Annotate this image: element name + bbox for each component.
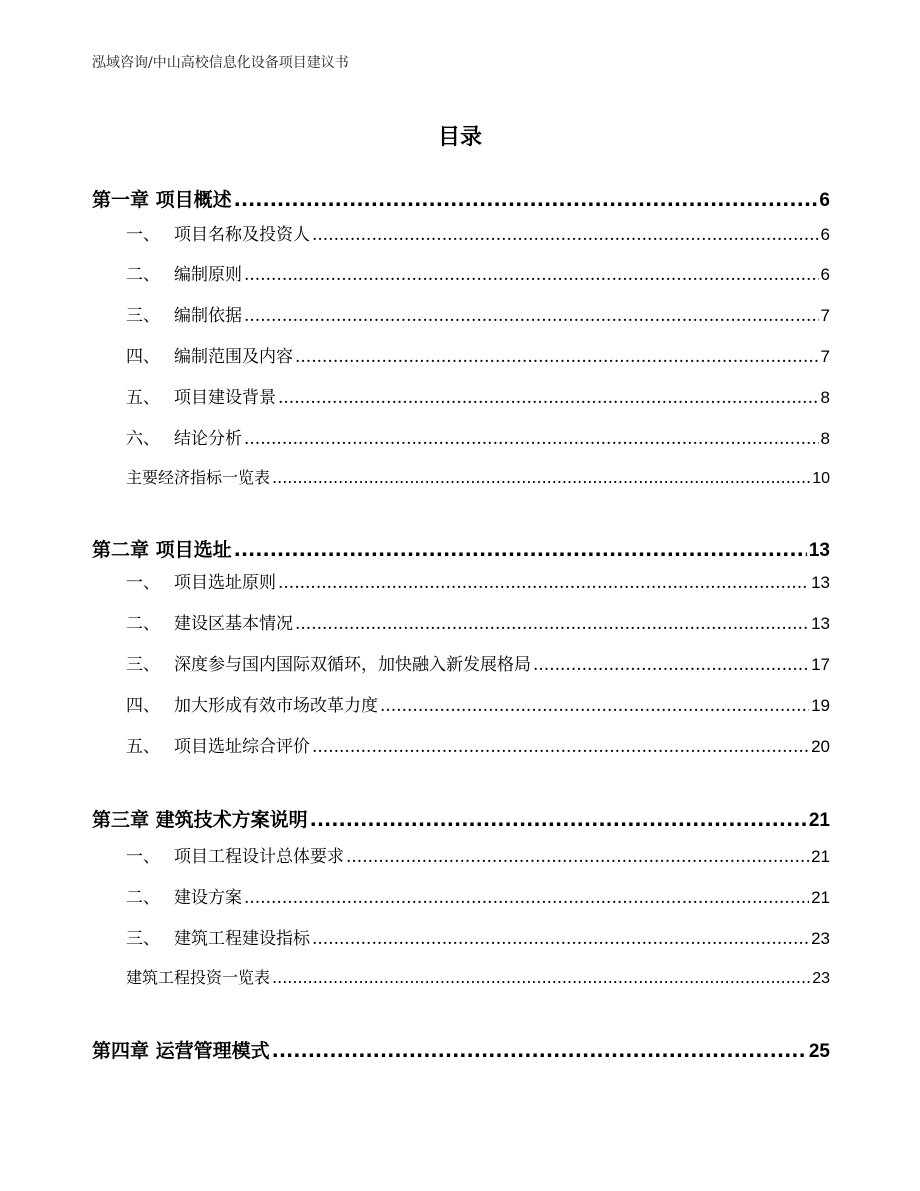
toc-entry-label [92,805,308,832]
toc-page-number: 6 [820,225,830,244]
toc-entry-number: 三、 [126,655,160,675]
dot-leader [244,888,809,908]
toc-entry-number: 五、 [126,737,160,757]
toc-section-entry[interactable] [92,301,830,326]
toc-entry-label [92,301,242,326]
dot-leader [272,1040,807,1062]
toc-entry-label [92,260,242,285]
toc-entry-number: 三、 [126,929,160,949]
toc-entry-text: 建设方案 [174,888,242,908]
toc-page-number: 6 [820,265,830,284]
toc-page-number: 21 [811,888,830,907]
toc-entry-label [92,568,276,593]
toc-chapter-entry[interactable] [92,185,830,212]
dot-leader [295,347,819,367]
toc-entry-label [92,883,242,908]
toc-section-entry[interactable] [92,220,830,245]
dot-leader [234,189,818,211]
toc-chapter-entry[interactable] [92,805,830,832]
dot-leader [244,429,819,449]
toc-chapter-entry[interactable] [92,1036,830,1063]
toc-chapter-entry[interactable] [92,535,830,562]
toc-section-entry[interactable] [92,965,830,988]
toc-entry-text: 深度参与国内国际双循环，加快融入新发展格局 [174,655,531,675]
toc-entry-label [92,185,232,212]
toc-entry-text: 主要经济指标一览表 [126,468,271,487]
toc-entry-label [92,691,378,716]
dot-leader [295,614,809,634]
page-header: 泓域咨询/中山高校信息化设备项目建议书 [92,55,349,71]
toc-entry-text: 结论分析 [174,429,242,449]
toc-entry-number: 四、 [126,696,160,716]
dot-leader [278,573,809,593]
dot-leader [533,655,809,675]
toc-section-entry[interactable] [92,342,830,367]
toc-page-number: 17 [811,655,830,674]
toc-entry-number: 二、 [126,614,160,634]
toc-entry-text: 项目选址综合评价 [174,737,310,757]
dot-leader [272,968,810,987]
toc-page-number: 13 [808,540,830,561]
toc-entry-number: 三、 [126,306,160,326]
toc-page-number: 25 [808,1041,830,1062]
toc-entry-label [92,342,293,367]
toc-page-number: 7 [820,347,830,366]
toc-entry-label [92,220,310,245]
dot-leader [272,468,810,487]
toc-entry-label [92,650,531,675]
toc-entry-number: 二、 [126,888,160,908]
dot-leader [312,737,809,757]
toc-entry-text: 项目工程设计总体要求 [174,847,344,867]
toc-entry-text: 编制依据 [174,306,242,326]
toc-page-number: 8 [820,388,830,407]
toc-section-entry[interactable] [92,883,830,908]
dot-leader [244,265,819,285]
toc-page-number: 20 [811,737,830,756]
toc-entry-label [92,424,242,449]
toc-section-entry[interactable] [92,465,830,488]
toc-entry-number: 二、 [126,265,160,285]
toc-page-number: 6 [819,190,830,211]
toc-entry-label [92,609,293,634]
page-title: 目录 [437,125,482,150]
toc-section-entry[interactable] [92,650,830,675]
toc-entry-text: 建筑工程建设指标 [174,929,310,949]
toc-page-number: 21 [811,847,830,866]
toc-entry-text: 第二章 项目选址 [92,539,232,561]
toc-page-number: 21 [808,810,830,831]
toc-page-number: 13 [811,573,830,592]
toc-entry-text: 项目名称及投资人 [174,225,310,245]
dot-leader [278,388,819,408]
toc-section-entry[interactable] [92,732,830,757]
toc-entry-label [92,732,310,757]
toc-entry-number: 一、 [126,225,160,245]
dot-leader [312,929,809,949]
dot-leader [312,225,819,245]
toc-section-entry[interactable] [92,924,830,949]
toc-entry-number: 四、 [126,347,160,367]
toc-entry-label [92,1036,270,1063]
dot-leader [310,809,807,831]
dot-leader [380,696,809,716]
toc-entry-text: 编制范围及内容 [174,347,293,367]
toc-page-number: 19 [811,696,830,715]
toc-entry-text: 编制原则 [174,265,242,285]
toc-entry-text: 加大形成有效市场改革力度 [174,696,378,716]
toc-section-entry[interactable] [92,568,830,593]
toc-page-number: 23 [811,929,830,948]
toc-page-number: 10 [812,470,830,487]
toc-entry-text: 第四章 运营管理模式 [92,1040,270,1062]
toc-section-entry[interactable] [92,260,830,285]
toc-section-entry[interactable] [92,842,830,867]
toc-entry-text: 第一章 项目概述 [92,189,232,211]
toc-entry-label [92,383,276,408]
toc-entry-label [92,842,344,867]
dot-leader [346,847,809,867]
dot-leader [234,539,807,561]
toc-entry-number: 一、 [126,847,160,867]
toc-entry-label [92,535,232,562]
toc-section-entry[interactable] [92,691,830,716]
toc-section-entry[interactable] [92,609,830,634]
toc-entry-text: 项目选址原则 [174,573,276,593]
toc-entry-number: 五、 [126,388,160,408]
toc-entry-text: 建筑工程投资一览表 [126,968,271,987]
toc-entry-label [92,965,270,988]
toc-section-entry[interactable] [92,424,830,449]
toc-entry-number: 一、 [126,573,160,593]
toc-page-number: 23 [812,970,830,987]
dot-leader [244,306,819,326]
toc-section-entry[interactable] [92,383,830,408]
toc-entry-label [92,465,270,488]
toc-entry-label [92,924,310,949]
toc-entry-text: 建设区基本情况 [174,614,293,634]
toc-page-number: 7 [820,306,830,325]
toc-page-number: 13 [811,614,830,633]
toc-entry-number: 六、 [126,429,160,449]
toc-page-number: 8 [820,429,830,448]
toc-entry-text: 第三章 建筑技术方案说明 [92,809,308,831]
toc-entry-text: 项目建设背景 [174,388,276,408]
